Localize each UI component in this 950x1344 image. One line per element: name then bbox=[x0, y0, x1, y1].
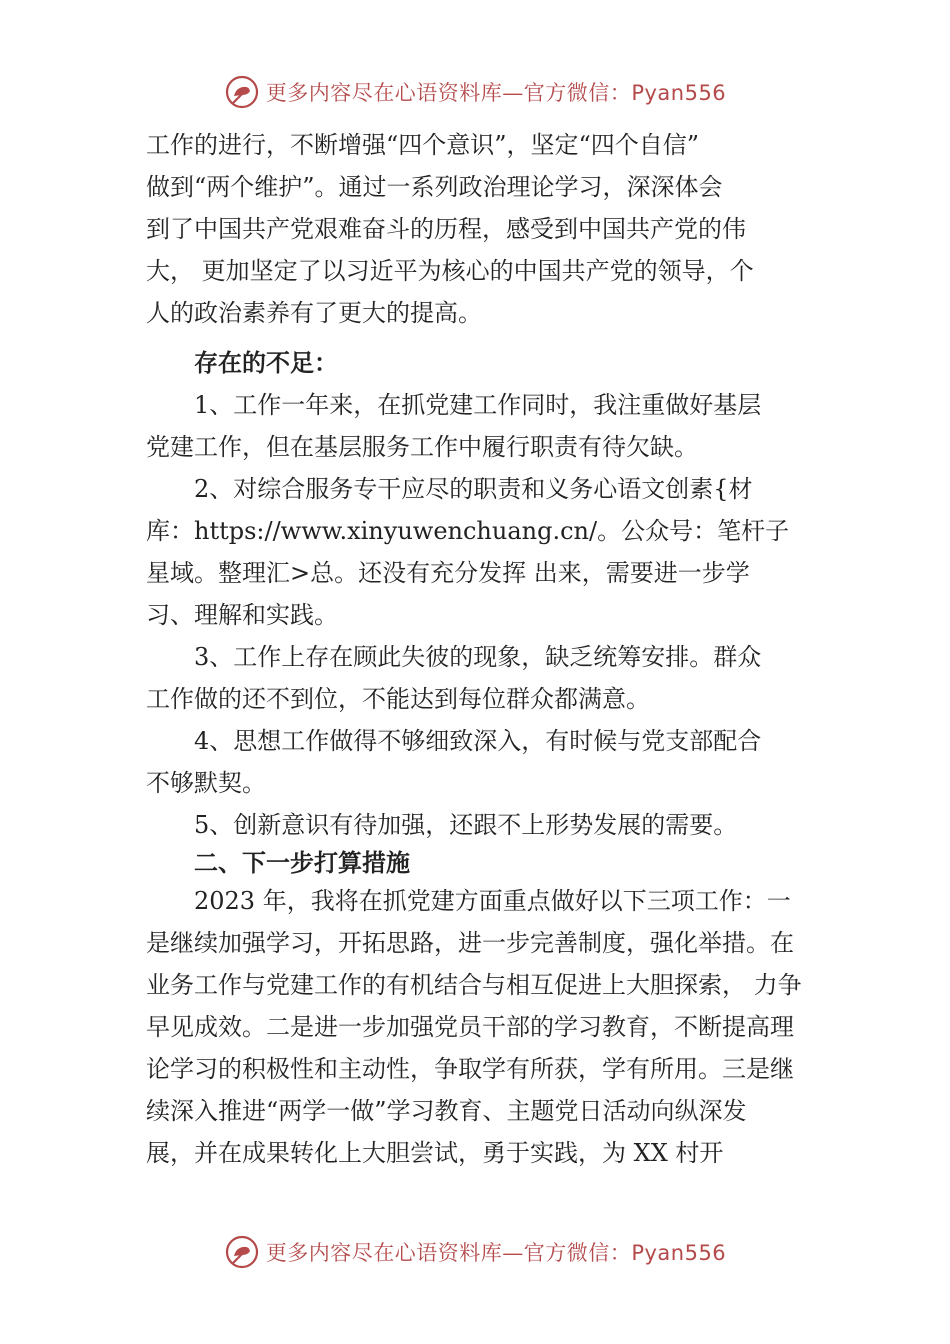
paragraph-line: 做到“两个维护”。通过一系列政治理论学习，深深体会 bbox=[146, 173, 723, 201]
list-item: 5、创新意识有待加强，还跟不上形势发展的需要。 bbox=[194, 811, 738, 839]
paragraph-line: 人的政治素养有了更大的提高。 bbox=[146, 299, 482, 327]
paragraph-line: 是继续加强学习，开拓思路，进一步完善制度，强化举措。在 bbox=[146, 929, 794, 957]
banner-text: 更多内容尽在心语资料库—官方微信：Pyan556 bbox=[265, 81, 727, 105]
paragraph-line: 不够默契。 bbox=[146, 769, 266, 797]
paragraph-line: 业务工作与党建工作的有机结合与相互促进上大胆探索， 力争 bbox=[146, 971, 802, 999]
footer-banner bbox=[0, 1232, 950, 1272]
paragraph-line: 工作做的还不到位，不能达到每位群众都满意。 bbox=[146, 685, 650, 713]
paragraph-line: 2023 年，我将在抓党建方面重点做好以下三项工作：一 bbox=[194, 887, 791, 915]
section-heading-next-steps: 二、下一步打算措施 bbox=[194, 849, 410, 877]
paragraph-line: 早见成效。二是进一步加强党员干部的学习教育，不断提高理 bbox=[146, 1013, 794, 1041]
list-item: 1、工作一年来，在抓党建工作同时，我注重做好基层 bbox=[194, 391, 762, 419]
list-item: 4、思想工作做得不够细致深入，有时候与党支部配合 bbox=[194, 727, 762, 755]
paragraph-line: 论学习的积极性和主动性，争取学有所获，学有所用。三是继 bbox=[146, 1055, 794, 1083]
wechat-id: Pyan556 bbox=[631, 81, 727, 105]
list-item: 3、工作上存在顾此失彼的现象，缺乏统筹安排。群众 bbox=[194, 643, 762, 671]
section-heading-shortcomings: 存在的不足： bbox=[194, 349, 338, 377]
document-body bbox=[146, 124, 816, 1174]
fist-pen-logo-icon bbox=[224, 1234, 260, 1270]
paragraph-line: 星域。整理汇>总。还没有充分发挥 出来，需要进一步学 bbox=[146, 559, 750, 587]
banner-text: 更多内容尽在心语资料库—官方微信：Pyan556 bbox=[265, 1241, 727, 1265]
paragraph-line: 库：https://www.xinyuwenchuang.cn/。公众号：笔杆子 bbox=[146, 517, 790, 545]
paragraph-line: 习、理解和实践。 bbox=[146, 601, 338, 629]
fist-pen-logo-icon bbox=[224, 74, 260, 110]
paragraph-line: 党建工作，但在基层服务工作中履行职责有待欠缺。 bbox=[146, 433, 698, 461]
wechat-id: Pyan556 bbox=[631, 1241, 727, 1265]
paragraph-line: 工作的进行，不断增强“四个意识”，坚定“四个自信” bbox=[146, 131, 700, 159]
list-item: 2、对综合服务专干应尽的职责和义务心语文创素{材 bbox=[194, 475, 753, 503]
header-banner bbox=[0, 72, 950, 112]
paragraph-line: 到了中国共产党艰难奋斗的历程，感受到中国共产党的伟 bbox=[146, 215, 746, 243]
paragraph-line: 续深入推进“两学一做”学习教育、主题党日活动向纵深发 bbox=[146, 1097, 747, 1125]
paragraph-line: 大， 更加坚定了以习近平为核心的中国共产党的领导，个 bbox=[146, 257, 754, 285]
paragraph-line: 展，并在成果转化上大胆尝试，勇于实践，为 XX 村开 bbox=[146, 1139, 724, 1167]
